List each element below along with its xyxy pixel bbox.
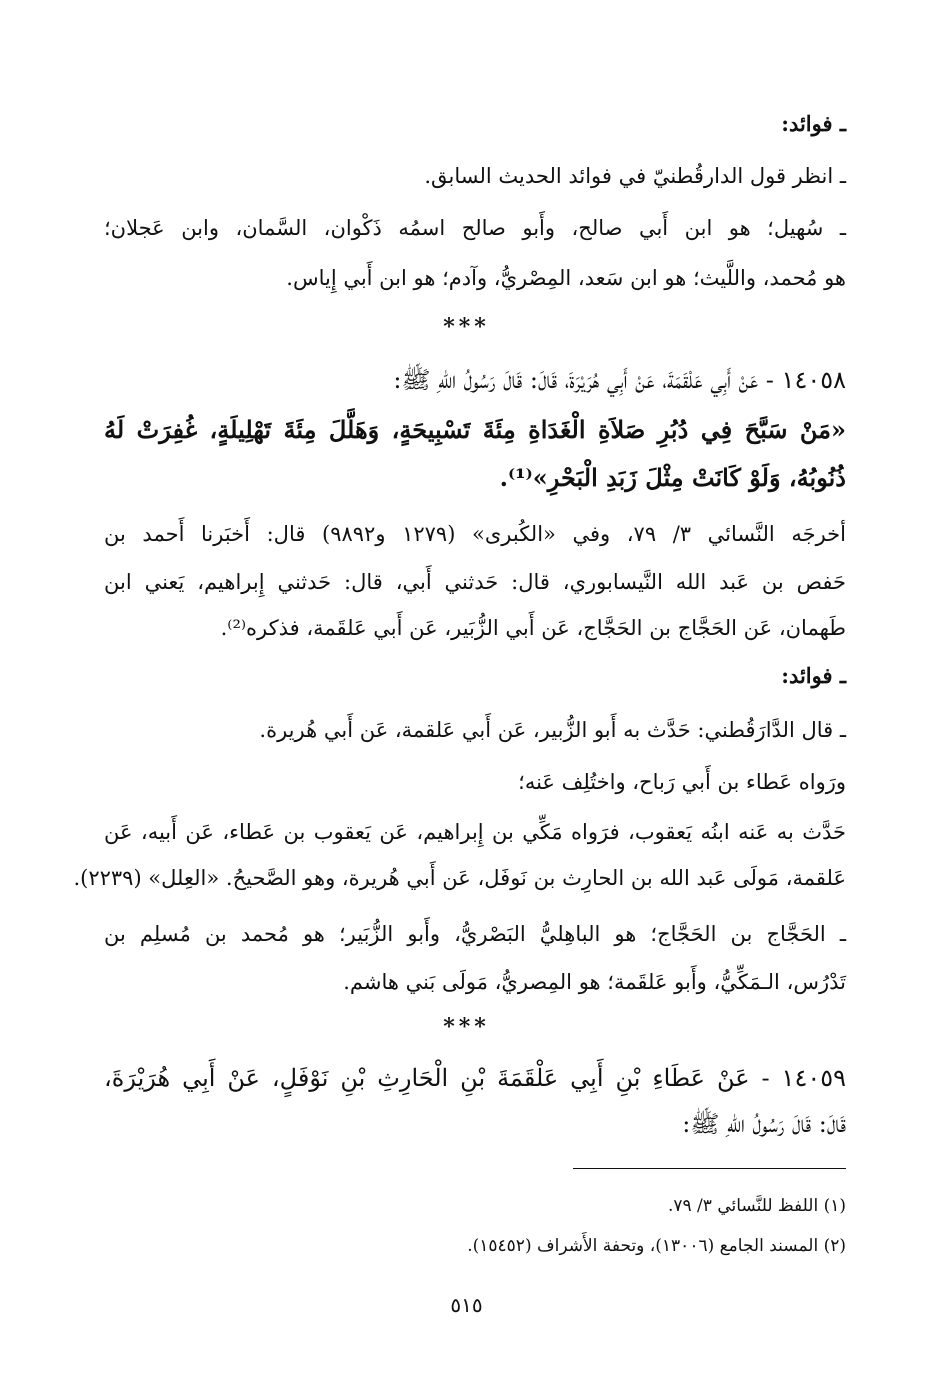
hadith-heading-14059: ١٤٠٥٩ - عَنْ عَطَاءِ بْنِ أَبِي عَلْقَمَةَ بْنِ الْحَارِثِ بْنِ نَوْفَلٍ، عَنْ أَبِي هُرَيْرَةَ، xyxy=(104,1064,846,1092)
text-line: عَلقمة، مَولَى عَبد الله بن الحارِث بن نَوفَل، عَن أَبي هُريرة، وهو الصَّحيحُ. «العِلل» (٢٢٣٩). xyxy=(73,866,846,890)
text-line: ـ الحَجَّاج بن الحَجَّاج؛ هو الباهِليُّ البَصْريُّ، وأَبو الزُّبَير؛ هو مُحمد بن مُسلِم بن xyxy=(104,922,846,946)
text-line: تَدْرُس، الـمَكِّيُّ، وأَبو عَلقَمة؛ هو المِصريُّ، مَولَى بَني هاشم. xyxy=(343,970,846,994)
text-line: ـ قال الدَّارَقُطني: حَدَّث به أَبو الزُّبير، عَن أَبي عَلقمة، عَن أَبي هُريرة. xyxy=(259,718,846,742)
text-line: ـ انظر قول الدارقُطنيّ في فوائد الحديث السابق. xyxy=(424,164,846,188)
hadith-text: ذُنُوبُهُ، وَلَوْ كَانَتْ مِثْلَ زَبَدِ الْبَحْرِ»⁽¹⁾. xyxy=(499,463,846,492)
hadith-text: قَالَ: قَالَ رَسُولُ اللهِ ﷺ: xyxy=(682,1110,846,1138)
page-number: ٥١٥ xyxy=(450,1293,483,1317)
section-heading-benefits: ـ فوائد: xyxy=(781,663,846,688)
footnote-divider xyxy=(573,1168,846,1169)
hadith-heading-14058: ١٤٠٥٨ - عَنْ أَبِي عَلْقَمَةَ، عَنْ أَبِي هُرَيْرَةَ، قَالَ: قَالَ رَسُولُ اللهِ ﷺ: xyxy=(393,366,846,394)
hadith-text: «مَنْ سَبَّحَ فِي دُبُرِ صَلاَةِ الْغَدَاةِ مِئَةَ تَسْبِيحَةٍ، وَهَلَّلَ مِئَةَ تَهْلِيلَةٍ، غُفِرَتْ لَهُ xyxy=(104,415,846,444)
text-line: ـ سُهيل؛ هو ابن أَبي صالح، وأَبو صالح اسمُه ذَكْوان، السَّمان، وابن عَجلان؛ xyxy=(104,216,846,240)
section-separator: *** xyxy=(443,1014,490,1040)
takhrij-line: حَفص بن عَبد الله النَّيسابوري، قال: حَدثني أَبي، قال: حَدثني إِبراهيم، يَعني ابن xyxy=(104,570,846,594)
text-line: هو مُحمد، واللَّيث؛ هو ابن سَعد، المِصْريُّ، وآدم؛ هو ابن أَبي إِياس. xyxy=(286,266,846,290)
text-line: ورَواه عَطاء بن أَبي رَباح، واختُلِف عَنه؛ xyxy=(518,770,846,794)
section-separator: *** xyxy=(443,314,490,340)
section-heading-benefits: ـ فوائد: xyxy=(781,111,846,136)
text-line: حَدَّث به عَنه ابنُه يَعقوب، فرَواه مَكِّي بن إِبراهيم، عَن يَعقوب بن عَطاء، عَن أَبيه، عَن xyxy=(104,820,846,844)
footnote-2: (٢) المسند الجامع (١٣٠٠٦)، وتحفة الأَشراف (١٥٤٥٢). xyxy=(467,1236,846,1256)
footnote-1: (١) اللفظ للنَّسائي ٣/ ٧٩. xyxy=(667,1196,846,1216)
takhrij-line: أخرجَه النَّسائي ٣/ ٧٩، وفي «الكُبرى» (١٢٧٩ و٩٨٩٢) قال: أَخبَرنا أَحمد بن xyxy=(104,522,846,546)
takhrij-line: طَهمان، عَن الحَجَّاج بن الحَجَّاج، عَن أَبي الزُّبَير، عَن أَبي عَلقَمة، فذكره⁽²⁾. xyxy=(220,616,846,640)
